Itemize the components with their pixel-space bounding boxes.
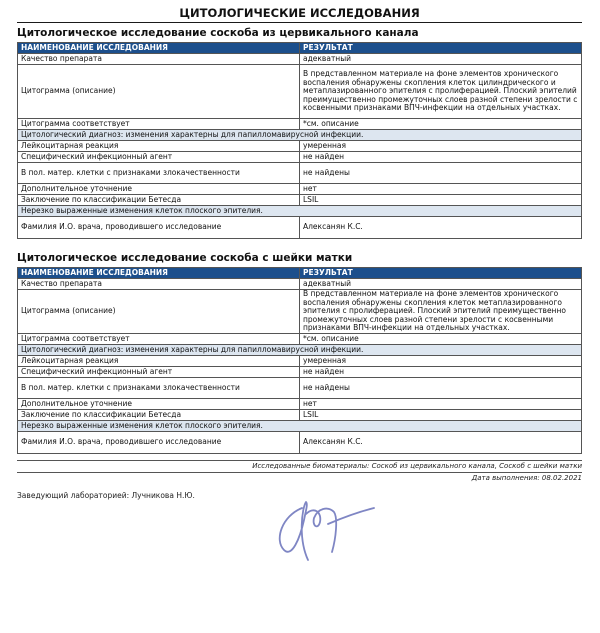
row-label: Цитограмма соответствует <box>18 119 300 130</box>
signature-image <box>262 478 382 570</box>
table-row <box>18 399 582 410</box>
row-label: Заключение по классификации Бетесда <box>18 195 300 206</box>
row-label: Заключение по классификации Бетесда <box>18 410 300 421</box>
note-row <box>18 421 582 432</box>
row-label: Дополнительное уточнение <box>18 184 300 195</box>
section-title-cervical-canal: Цитологическое исследование соскоба из цервикального канала <box>17 27 419 39</box>
row-value: LSIL <box>300 410 582 421</box>
footer-divider <box>17 460 582 461</box>
row-value: адекватный <box>300 54 582 65</box>
note-text: Нерезко выраженные изменения клеток плоского эпителия. <box>18 206 582 217</box>
table-row <box>18 378 582 399</box>
row-value: нет <box>300 184 582 195</box>
row-value: *см. описание <box>300 334 582 345</box>
table-row <box>18 279 582 290</box>
note-row <box>18 206 582 217</box>
row-value: умеренная <box>300 356 582 367</box>
row-value: умеренная <box>300 141 582 152</box>
row-label: Цитограмма соответствует <box>18 334 300 345</box>
row-label: Качество препарата <box>18 279 300 290</box>
row-label: Лейкоцитарная реакция <box>18 356 300 367</box>
row-label: Фамилия И.О. врача, проводившего исследование <box>18 432 300 454</box>
row-value: Алексанян К.С. <box>300 432 582 454</box>
diagnosis-row <box>18 130 582 141</box>
row-label: Специфический инфекционный агент <box>18 367 300 378</box>
row-value: *см. описание <box>300 119 582 130</box>
row-value: В представленном материале на фоне элементов хронического воспаления обнаружены скопления клеток метаплазированного эпителия с пролиферацией. Плоский эпителий преимущественно промежуточных слоев разной степени зрелости с косвенными признаками ВПЧ-инфекции на отдельных участках. <box>300 290 582 334</box>
column-header-name: НАИМЕНОВАНИЕ ИССЛЕДОВАНИЯ <box>18 43 300 54</box>
row-label: Лейкоцитарная реакция <box>18 141 300 152</box>
diagnosis-text: Цитологический диагноз: изменения характерны для папилломавирусной инфекции. <box>18 345 582 356</box>
table-row <box>18 141 582 152</box>
section-title-cervix: Цитологическое исследование соскоба с шейки матки <box>17 252 353 264</box>
table-row <box>18 163 582 184</box>
row-value: адекватный <box>300 279 582 290</box>
column-header-result: РЕЗУЛЬТАТ <box>300 268 582 279</box>
completion-date: Дата выполнения: 08.02.2021 <box>471 474 582 482</box>
row-label: В пол. матер. клетки с признаками злокачественности <box>18 163 300 184</box>
row-label: Цитограмма (описание) <box>18 290 300 334</box>
table-row <box>18 367 582 378</box>
row-label: Фамилия И.О. врача, проводившего исследование <box>18 217 300 239</box>
table-row <box>18 290 582 334</box>
diagnosis-text: Цитологический диагноз: изменения характерны для папилломавирусной инфекции. <box>18 130 582 141</box>
note-text: Нерезко выраженные изменения клеток плоского эпителия. <box>18 421 582 432</box>
row-value: LSIL <box>300 195 582 206</box>
table-row <box>18 217 582 239</box>
table-header <box>18 43 582 54</box>
row-label: Качество препарата <box>18 54 300 65</box>
row-label: Дополнительное уточнение <box>18 399 300 410</box>
table-row <box>18 195 582 206</box>
row-label: Цитограмма (описание) <box>18 65 300 119</box>
footer-divider <box>17 472 582 473</box>
biomaterials-note: Исследованные биоматериалы: Соскоб из цервикального канала, Соскоб с шейки матки <box>252 462 582 470</box>
table-row <box>18 432 582 454</box>
row-label: В пол. матер. клетки с признаками злокачественности <box>18 378 300 399</box>
row-value: не найдены <box>300 378 582 399</box>
row-value: В представленном материале на фоне элементов хронического воспаления обнаружены скопления клеток цилиндрического и метаплазированного эпителия с пролиферацией. Плоский эпителий преимущественно промежуточных слоев разной степени зрелости с косвенными признаками ВПЧ-инфекции на отдельных участках. <box>300 65 582 119</box>
table-header <box>18 268 582 279</box>
page-title: ЦИТОЛОГИЧЕСКИЕ ИССЛЕДОВАНИЯ <box>17 4 582 23</box>
table-row <box>18 152 582 163</box>
column-header-result: РЕЗУЛЬТАТ <box>300 43 582 54</box>
column-header-name: НАИМЕНОВАНИЕ ИССЛЕДОВАНИЯ <box>18 268 300 279</box>
row-value: Алексанян К.С. <box>300 217 582 239</box>
row-value: не найден <box>300 367 582 378</box>
table-row <box>18 119 582 130</box>
table-row <box>18 356 582 367</box>
row-value: нет <box>300 399 582 410</box>
row-value: не найден <box>300 152 582 163</box>
results-table-cervix <box>17 267 582 454</box>
results-table-cervical-canal <box>17 42 582 239</box>
lab-head: Заведующий лабораторией: Лучникова Н.Ю. <box>17 491 195 500</box>
row-value: не найдены <box>300 163 582 184</box>
diagnosis-row <box>18 345 582 356</box>
table-row <box>18 410 582 421</box>
table-row <box>18 54 582 65</box>
table-row <box>18 334 582 345</box>
table-row <box>18 65 582 119</box>
row-label: Специфический инфекционный агент <box>18 152 300 163</box>
table-row <box>18 184 582 195</box>
